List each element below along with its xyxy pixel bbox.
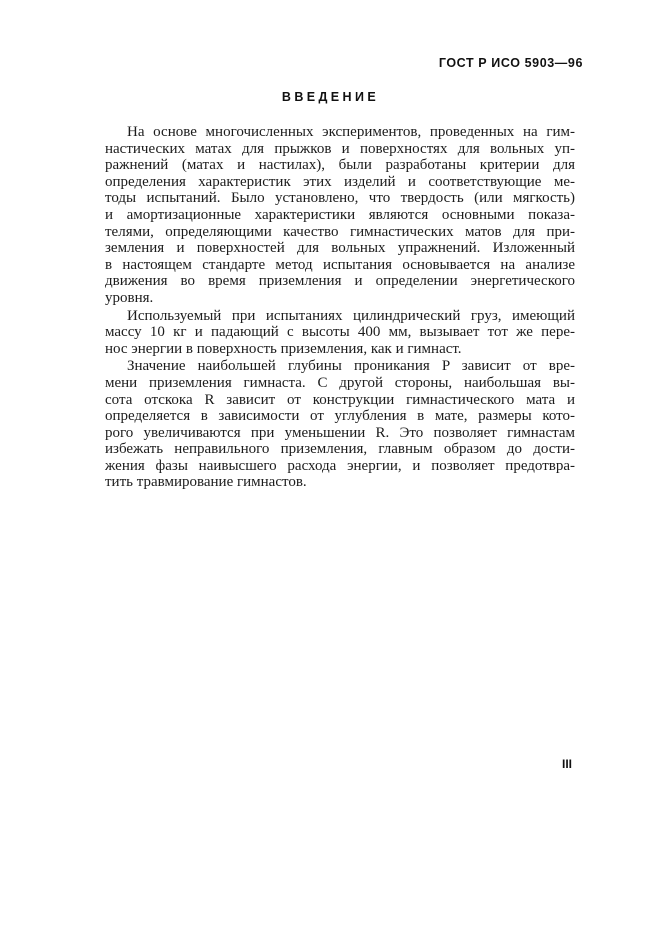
text-line: избежать неправильного приземления, главным образом до дости- (105, 441, 575, 458)
text-line: ражнений (матах и настилах), были разработаны критерии для (105, 157, 575, 174)
text-line: уровня. (105, 289, 154, 306)
page-number: III (562, 757, 573, 771)
text-line: Используемый при испытаниях цилиндрический груз, имеющий (127, 307, 575, 324)
paragraph-3 (105, 358, 575, 491)
text-line: мени приземления гимнаста. С другой стороны, наибольшая вы- (105, 374, 575, 391)
text-line: жения фазы наивысшего расхода энергии, и позволяет предотвра- (105, 457, 575, 474)
text-line: нос энергии в поверхность приземления, как и гимнаст. (105, 340, 462, 357)
document-body (105, 124, 575, 491)
text-line: телями, определяющими качество гимнастических матов для при- (105, 223, 575, 240)
text-line: определения характеристик этих изделий и соответствующие ме- (105, 173, 575, 190)
text-line: рого увеличиваются при уменьшении R. Это позволяет гимнастам (105, 424, 575, 441)
text-line: На основе многочисленных экспериментов, проведенных на гим- (127, 124, 575, 140)
text-line: настических матах для прыжков и поверхностях для вольных уп- (105, 140, 575, 157)
text-line: земления и поверхностей для вольных упражнений. Изложенный (105, 240, 575, 257)
paragraph-1 (105, 124, 575, 307)
section-title: ВВЕДЕНИЕ (281, 90, 380, 104)
paragraph-2 (105, 308, 575, 358)
text-line: сота отскока R зависит от конструкции гимнастического мата и (105, 391, 575, 408)
text-line: тоды испытаний. Было установлено, что твердость (или мягкость) (105, 190, 575, 207)
text-line: тить травмирование гимнастов. (105, 474, 307, 491)
text-line: определяется в зависимости от углубления в мате, размеры кото- (105, 408, 575, 425)
text-line: в настоящем стандарте метод испытания основывается на анализе (105, 256, 575, 273)
standard-code-header: ГОСТ Р ИСО 5903—96 (438, 56, 583, 70)
text-line: движения во время приземления и определении энергетического (105, 273, 575, 290)
text-line: и амортизационные характеристики являются основными показа- (105, 206, 575, 223)
text-line: Значение наибольшей глубины проникания P зависит от вре- (127, 358, 575, 375)
text-line: массу 10 кг и падающий с высоты 400 мм, вызывает тот же пере- (105, 324, 575, 341)
